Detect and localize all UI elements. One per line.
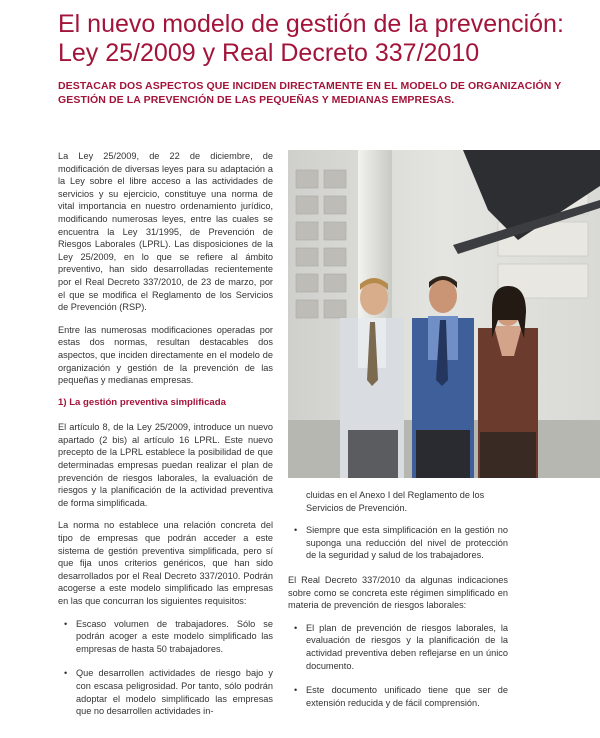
requirements-list xyxy=(58,618,273,718)
bullet-icon: • xyxy=(294,622,298,633)
paragraph: El artículo 8, de la Ley 25/2009, introduce un nuevo apartado (2 bis) al artículo 16 LPRL. Este nuevo precepto de la LPRL establece la posibilidad de que determinadas empresas puedan realizar el plan de prevención de riesgos laborales, la evaluación de riesgos y la planificación de la actividad preventiva de forma simplificada. xyxy=(58,422,273,508)
list-item: • Este documento unificado tiene que ser de extensión reducida y de fácil comprensión. xyxy=(294,685,508,708)
paragraph-continuation: cluidas en el Anexo I del Reglamento de los Servicios de Prevención. xyxy=(306,490,485,513)
list-item: • El plan de prevención de riesgos laborales, la evaluación de riesgos y la planificación de la actividad preventiva deben reflejarse en un único documento. xyxy=(294,622,508,671)
text-column-right xyxy=(288,489,508,721)
paragraph: Entre las numerosas modificaciones operadas por estas dos normas, resultan destacables dos aspectos, que inciden directamente en el modelo de organización y gestión de la prevención de las pequeñas y medianas empresas. xyxy=(58,324,273,386)
text-column-left xyxy=(58,150,273,730)
paragraph: La norma no establece una relación concreta del tipo de empresas que podrán acceder a este sistema de gestión preventiva simplificada, pero sí que fija unos criterios genéricos, que han sido desarrollados por el Real Decreto 337/2010. Podrán acogerse a este modelo simplificado las empresas en las que concurran los siguientes requisitos: xyxy=(58,520,273,606)
paragraph: La Ley 25/2009, de 22 de diciembre, de modificación de diversas leyes para su adaptación a la Ley sobre el libre acceso a las actividades de servicios y su ejercicio, constituye una norma de vital importancia en nuestro ordenamiento jurídico, modificando numerosas leyes, entre las cuales se encuentra la Ley 31/1995, de Prevención de Riesgos Laborales (LPRL). Las disposiciones de la Ley 25/2009, en lo que se refiere al ámbito preventivo, han sido desarrolladas recientemente por el Real Decreto 337/2010, de 23 de marzo, por el que se modifica el Reglamento de los Servicios de Prevención (RSP). xyxy=(58,151,273,313)
office-team-photo xyxy=(288,150,600,478)
conditions-list xyxy=(288,524,508,562)
bullet-icon: • xyxy=(64,668,68,679)
bullet-icon: • xyxy=(294,525,298,536)
bullet-icon: • xyxy=(64,618,68,629)
bullet-icon: • xyxy=(294,685,298,696)
page-subtitle: DESTACAR DOS ASPECTOS QUE INCIDEN DIRECTAMENTE EN EL MODELO DE ORGANIZACIÓN Y GESTIÓN DE LA PREVENCIÓN DE LAS PEQUEÑAS Y MEDIANAS EMPRESAS. xyxy=(58,80,562,106)
indications-list xyxy=(288,622,508,710)
list-item: • Escaso volumen de trabajadores. Sólo se podrán acoger a este modelo simplificado las empresas de hasta 50 trabajadores. xyxy=(64,618,273,654)
list-item: • Siempre que esta simplificación en la gestión no suponga una reducción del nivel de protección de la seguridad y salud de los trabajadores. xyxy=(294,525,508,561)
list-item: • Que desarrollen actividades de riesgo bajo y con escasa peligrosidad. Por tanto, sólo podrán adoptar el modelo simplificado las empresas que no desarrollen actividades in- xyxy=(64,668,273,717)
paragraph: El Real Decreto 337/2010 da algunas indicaciones sobre como se concreta este régimen simplificado en materia de prevención de riesgos laborales: xyxy=(288,574,508,611)
section-heading: 1) La gestión preventiva simplificada xyxy=(58,396,226,408)
page-title: El nuevo modelo de gestión de la prevención: Ley 25/2009 y Real Decreto 337/2010 xyxy=(58,10,564,67)
